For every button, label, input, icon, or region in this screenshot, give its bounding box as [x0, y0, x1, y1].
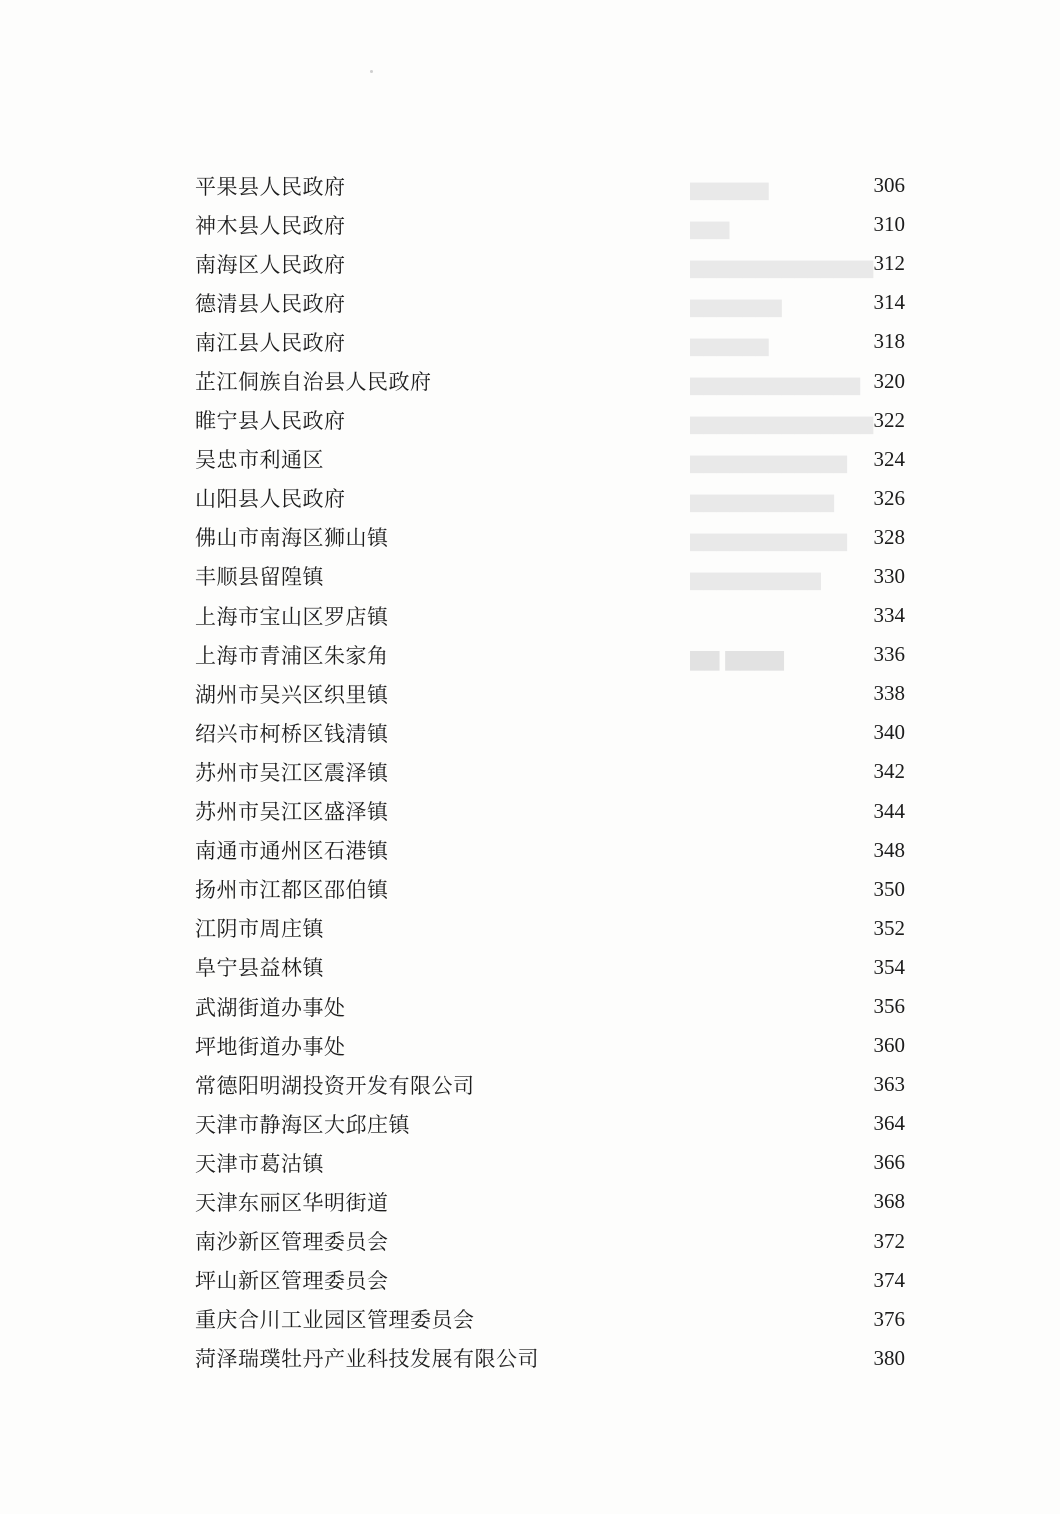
toc-entry-title: 湖州市吴兴区织里镇	[195, 682, 389, 707]
toc-entry-page: 324	[873, 446, 905, 471]
toc-entry-title: 佛山市南海区狮山镇	[195, 526, 389, 551]
toc-entry[interactable]	[195, 713, 915, 752]
toc-entry[interactable]	[195, 870, 915, 909]
toc-entry[interactable]	[195, 1261, 915, 1300]
toc-entry-page: 320	[873, 368, 905, 393]
toc-entry-page: 328	[873, 524, 905, 549]
toc-entry-page: 342	[873, 759, 905, 784]
toc-entry-page: 344	[873, 798, 905, 823]
toc-entry-title: 神木县人民政府	[195, 213, 346, 238]
toc-entry-title: 苏州市吴江区盛泽镇	[195, 800, 389, 825]
toc-entry-title: 南沙新区管理委员会	[195, 1230, 389, 1255]
toc-entry-title: 平果县人民政府	[195, 174, 346, 199]
toc-entry-page: 314	[873, 290, 905, 315]
toc-entry-page: 380	[873, 1345, 905, 1370]
toc-entry-page: 376	[873, 1306, 905, 1331]
toc-entry-title: 南江县人民政府	[195, 330, 346, 355]
toc-entry-title: 常德阳明湖投资开发有限公司	[195, 1073, 475, 1098]
toc-entry[interactable]	[195, 479, 915, 518]
toc-entry-page: 363	[873, 1072, 905, 1097]
toc-entry[interactable]	[195, 752, 915, 791]
toc-entry[interactable]	[195, 792, 915, 831]
toc-entry[interactable]	[195, 596, 915, 635]
toc-entry-page: 352	[873, 915, 905, 940]
toc-entry-page: 330	[873, 563, 905, 588]
toc-entry[interactable]	[195, 1026, 915, 1065]
toc-entry-page: 350	[873, 876, 905, 901]
toc-entry-page: 340	[873, 720, 905, 745]
toc-entry[interactable]	[195, 831, 915, 870]
toc-entry-title: 上海市青浦区朱家角	[195, 643, 389, 668]
toc-entry-page: 360	[873, 1033, 905, 1058]
paper-speck	[370, 70, 373, 73]
toc-entry[interactable]	[195, 322, 915, 361]
toc-entry[interactable]	[195, 674, 915, 713]
toc-entry-page: 364	[873, 1111, 905, 1136]
toc-entry-page: 306	[873, 173, 905, 198]
toc-entry[interactable]	[195, 205, 915, 244]
toc-entry-title: 天津市葛沽镇	[195, 1151, 324, 1176]
toc-entry-page: 322	[873, 407, 905, 432]
toc-entry-title: 南通市通州区石港镇	[195, 839, 389, 864]
toc-entry-title: 阜宁县益林镇	[195, 956, 324, 981]
toc-entry[interactable]	[195, 401, 915, 440]
toc-entry-title: 菏泽瑞璞牡丹产业科技发展有限公司	[195, 1347, 539, 1372]
toc-entry[interactable]	[195, 244, 915, 283]
toc-entry-page: 356	[873, 994, 905, 1019]
toc-entry-title: 重庆合川工业园区管理委员会	[195, 1308, 475, 1333]
toc-entry[interactable]	[195, 1182, 915, 1221]
toc-entry-page: 318	[873, 329, 905, 354]
toc-entry[interactable]	[195, 361, 915, 400]
toc-entry-title: 睢宁县人民政府	[195, 409, 346, 434]
toc-entry-page: 366	[873, 1150, 905, 1175]
toc-entry-title: 天津东丽区华明街道	[195, 1190, 389, 1215]
toc-entry[interactable]	[195, 283, 915, 322]
toc-entry[interactable]	[195, 948, 915, 987]
toc-entry-title: 扬州市江都区邵伯镇	[195, 878, 389, 903]
show-through-reverse-side: ▇▇▇▇▇▇ ▇▇▇ ▇▇▇▇▇▇▇▇▇▇▇▇▇▇ ▇▇▇▇▇▇▇ ▇▇▇▇▇▇ ▇▇▇▇▇▇▇▇▇▇▇▇▇ ▇▇▇▇▇▇▇▇▇▇▇▇▇▇ ▇▇▇▇▇▇▇▇▇▇▇▇ ▇▇▇▇▇▇▇▇▇▇▇ ▇▇▇▇▇▇▇▇▇▇▇▇ ▇▇▇▇▇▇▇▇▇▇ ▇▇ ▇▇▇▇	[690, 181, 874, 671]
toc-entry-page: 326	[873, 485, 905, 510]
toc-entry-title: 德清县人民政府	[195, 291, 346, 316]
toc-entry[interactable]	[195, 987, 915, 1026]
table-of-contents	[195, 166, 915, 1378]
toc-entry[interactable]	[195, 166, 915, 205]
toc-entry-title: 武湖街道办事处	[195, 995, 346, 1020]
toc-entry-title: 芷江侗族自治县人民政府	[195, 370, 432, 395]
toc-entry[interactable]	[195, 1065, 915, 1104]
toc-entry-title: 苏州市吴江区震泽镇	[195, 760, 389, 785]
toc-entry[interactable]	[195, 1300, 915, 1339]
toc-entry-title: 丰顺县留隍镇	[195, 565, 324, 590]
toc-entry-page: 372	[873, 1228, 905, 1253]
toc-entry-page: 374	[873, 1267, 905, 1292]
toc-entry-title: 坪地街道办事处	[195, 1034, 346, 1059]
toc-entry[interactable]	[195, 909, 915, 948]
toc-entry-page: 312	[873, 251, 905, 276]
toc-entry-page: 354	[873, 954, 905, 979]
toc-entry-title: 山阳县人民政府	[195, 487, 346, 512]
toc-entry[interactable]	[195, 440, 915, 479]
toc-entry-page: 334	[873, 603, 905, 628]
toc-entry-title: 吴忠市利通区	[195, 448, 324, 473]
toc-entry[interactable]	[195, 1104, 915, 1143]
toc-entry[interactable]	[195, 1339, 915, 1378]
toc-entry-page: 338	[873, 681, 905, 706]
toc-entry[interactable]	[195, 557, 915, 596]
toc-entry-page: 348	[873, 837, 905, 862]
toc-entry[interactable]	[195, 635, 915, 674]
toc-entry[interactable]	[195, 1222, 915, 1261]
toc-entry-page: 368	[873, 1189, 905, 1214]
toc-entry-title: 上海市宝山区罗店镇	[195, 604, 389, 629]
toc-entry-title: 绍兴市柯桥区钱清镇	[195, 721, 389, 746]
toc-entry[interactable]	[195, 1143, 915, 1182]
toc-entry[interactable]	[195, 518, 915, 557]
toc-entry-title: 坪山新区管理委员会	[195, 1269, 389, 1294]
toc-entry-page: 336	[873, 642, 905, 667]
toc-entry-title: 天津市静海区大邱庄镇	[195, 1112, 410, 1137]
toc-entry-title: 江阴市周庄镇	[195, 917, 324, 942]
toc-entry-page: 310	[873, 212, 905, 237]
toc-entry-title: 南海区人民政府	[195, 252, 346, 277]
